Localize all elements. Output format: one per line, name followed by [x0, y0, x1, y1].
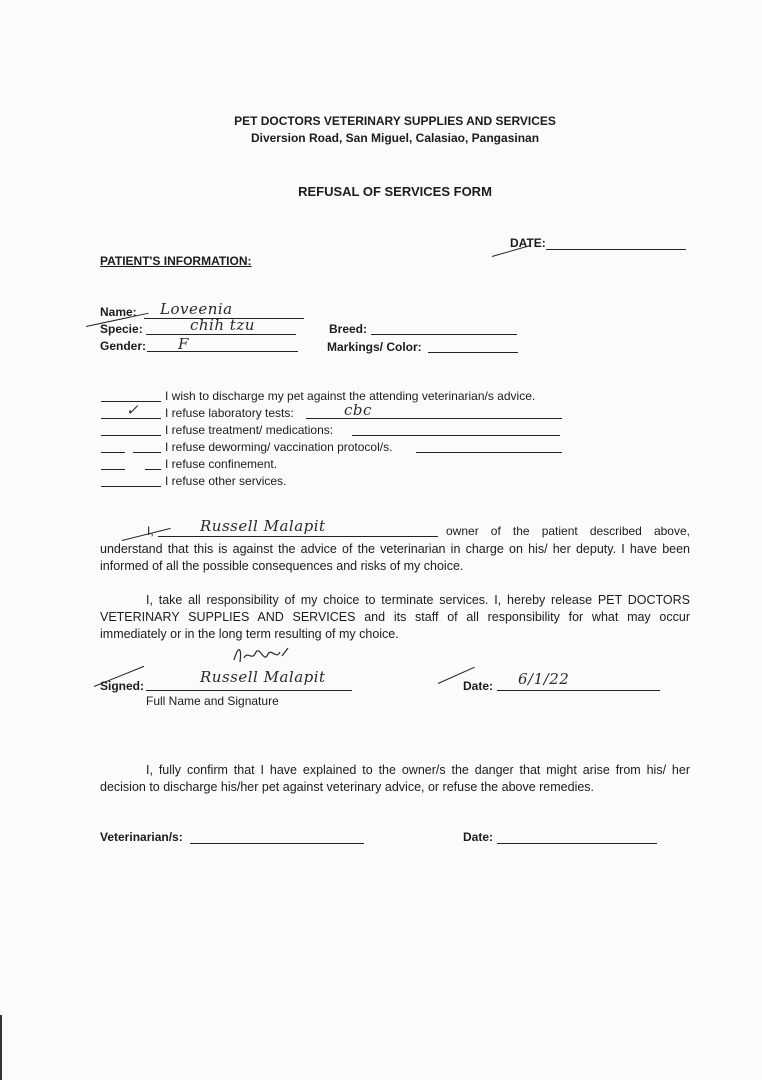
footer-date-field[interactable]	[497, 843, 657, 844]
signature-name-value: Russell Malapit	[200, 668, 326, 686]
option-2-detail: cbc	[344, 401, 372, 419]
clinic-name: PET DOCTORS VETERINARY SUPPLIES AND SERVICES	[234, 114, 556, 128]
statement-para1-rest: understand that this is against the advice of the veterinarian in charge on his/ her deputy. I have been informed of all the possible consequences and risks of my choice.	[100, 542, 690, 573]
breed-field[interactable]	[371, 334, 517, 335]
option-5-checkline-a[interactable]	[101, 469, 125, 470]
footer-date-label: Date:	[463, 830, 494, 844]
sign-date-label: Date:	[463, 679, 494, 693]
statement-i-label: I,	[147, 524, 154, 538]
option-4-text: I refuse deworming/ vaccination protocol/s.	[165, 440, 393, 454]
option-5-checkline-b[interactable]	[145, 469, 161, 470]
option-5-text: I refuse confinement.	[165, 457, 278, 471]
statement-para2: I, take all responsibility of my choice to terminate services. I, hereby release PET DOCTORS VETERINARY SUPPLIES AND SERVICES and its staff of all responsibility for what may occur immediately or in the long term resulting of my choice.	[100, 593, 690, 641]
veterinarian-field[interactable]	[190, 843, 364, 844]
statement-para1-tail: owner of the patient described above,	[446, 524, 690, 538]
gender-value: F	[178, 335, 189, 353]
option-2-mark: ✓	[126, 401, 140, 419]
clinic-address: Diversion Road, San Miguel, Calasiao, Pangasinan	[250, 131, 540, 145]
breed-label: Breed:	[329, 322, 368, 336]
option-4-checkline-a[interactable]	[101, 452, 125, 453]
name-value: Loveenia	[160, 300, 233, 318]
option-3-detail-field[interactable]	[352, 435, 560, 436]
sign-date-value: 6/1/22	[518, 670, 570, 688]
option-3-text: I refuse treatment/ medications:	[165, 423, 334, 437]
markings-label: Markings/ Color:	[327, 340, 422, 354]
signature-caption: Full Name and Signature	[146, 694, 279, 708]
owner-name-field[interactable]	[158, 536, 438, 537]
sign-date-field[interactable]	[497, 690, 660, 691]
confirmation-text: I, fully confirm that I have explained to the owner/s the danger that might arise from his/ her decision to discharge his/her pet against veterinary advice, or refuse the above remedies.	[100, 763, 690, 794]
veterinarian-label: Veterinarian/s:	[100, 830, 183, 844]
option-4-detail-field[interactable]	[416, 452, 562, 453]
signature-field[interactable]	[146, 690, 352, 691]
option-1-text: I wish to discharge my pet against the attending veterinarian/s advice.	[165, 389, 536, 403]
specie-field[interactable]	[146, 334, 296, 335]
gender-field[interactable]	[147, 351, 298, 352]
gender-label: Gender:	[100, 339, 147, 353]
owner-name-value: Russell Malapit	[200, 517, 326, 535]
option-6-text: I refuse other services.	[165, 474, 287, 488]
patient-section-title: PATIENT'S INFORMATION:	[100, 254, 252, 268]
specie-label: Specie:	[100, 322, 143, 336]
markings-field[interactable]	[428, 352, 518, 353]
name-label: Name:	[100, 305, 137, 319]
specie-value: chih tzu	[190, 316, 255, 334]
signature-scribble	[230, 644, 290, 666]
date-top-label: DATE:	[510, 236, 546, 250]
date-top-field[interactable]	[546, 249, 686, 250]
option-4-checkline-b[interactable]	[133, 452, 161, 453]
option-6-checkline[interactable]	[101, 486, 161, 487]
scan-edge-mark	[0, 1015, 2, 1080]
signed-label: Signed:	[100, 679, 144, 693]
form-title: REFUSAL OF SERVICES FORM	[298, 184, 492, 199]
option-3-checkline[interactable]	[101, 435, 161, 436]
option-2-text: I refuse laboratory tests:	[165, 406, 294, 420]
